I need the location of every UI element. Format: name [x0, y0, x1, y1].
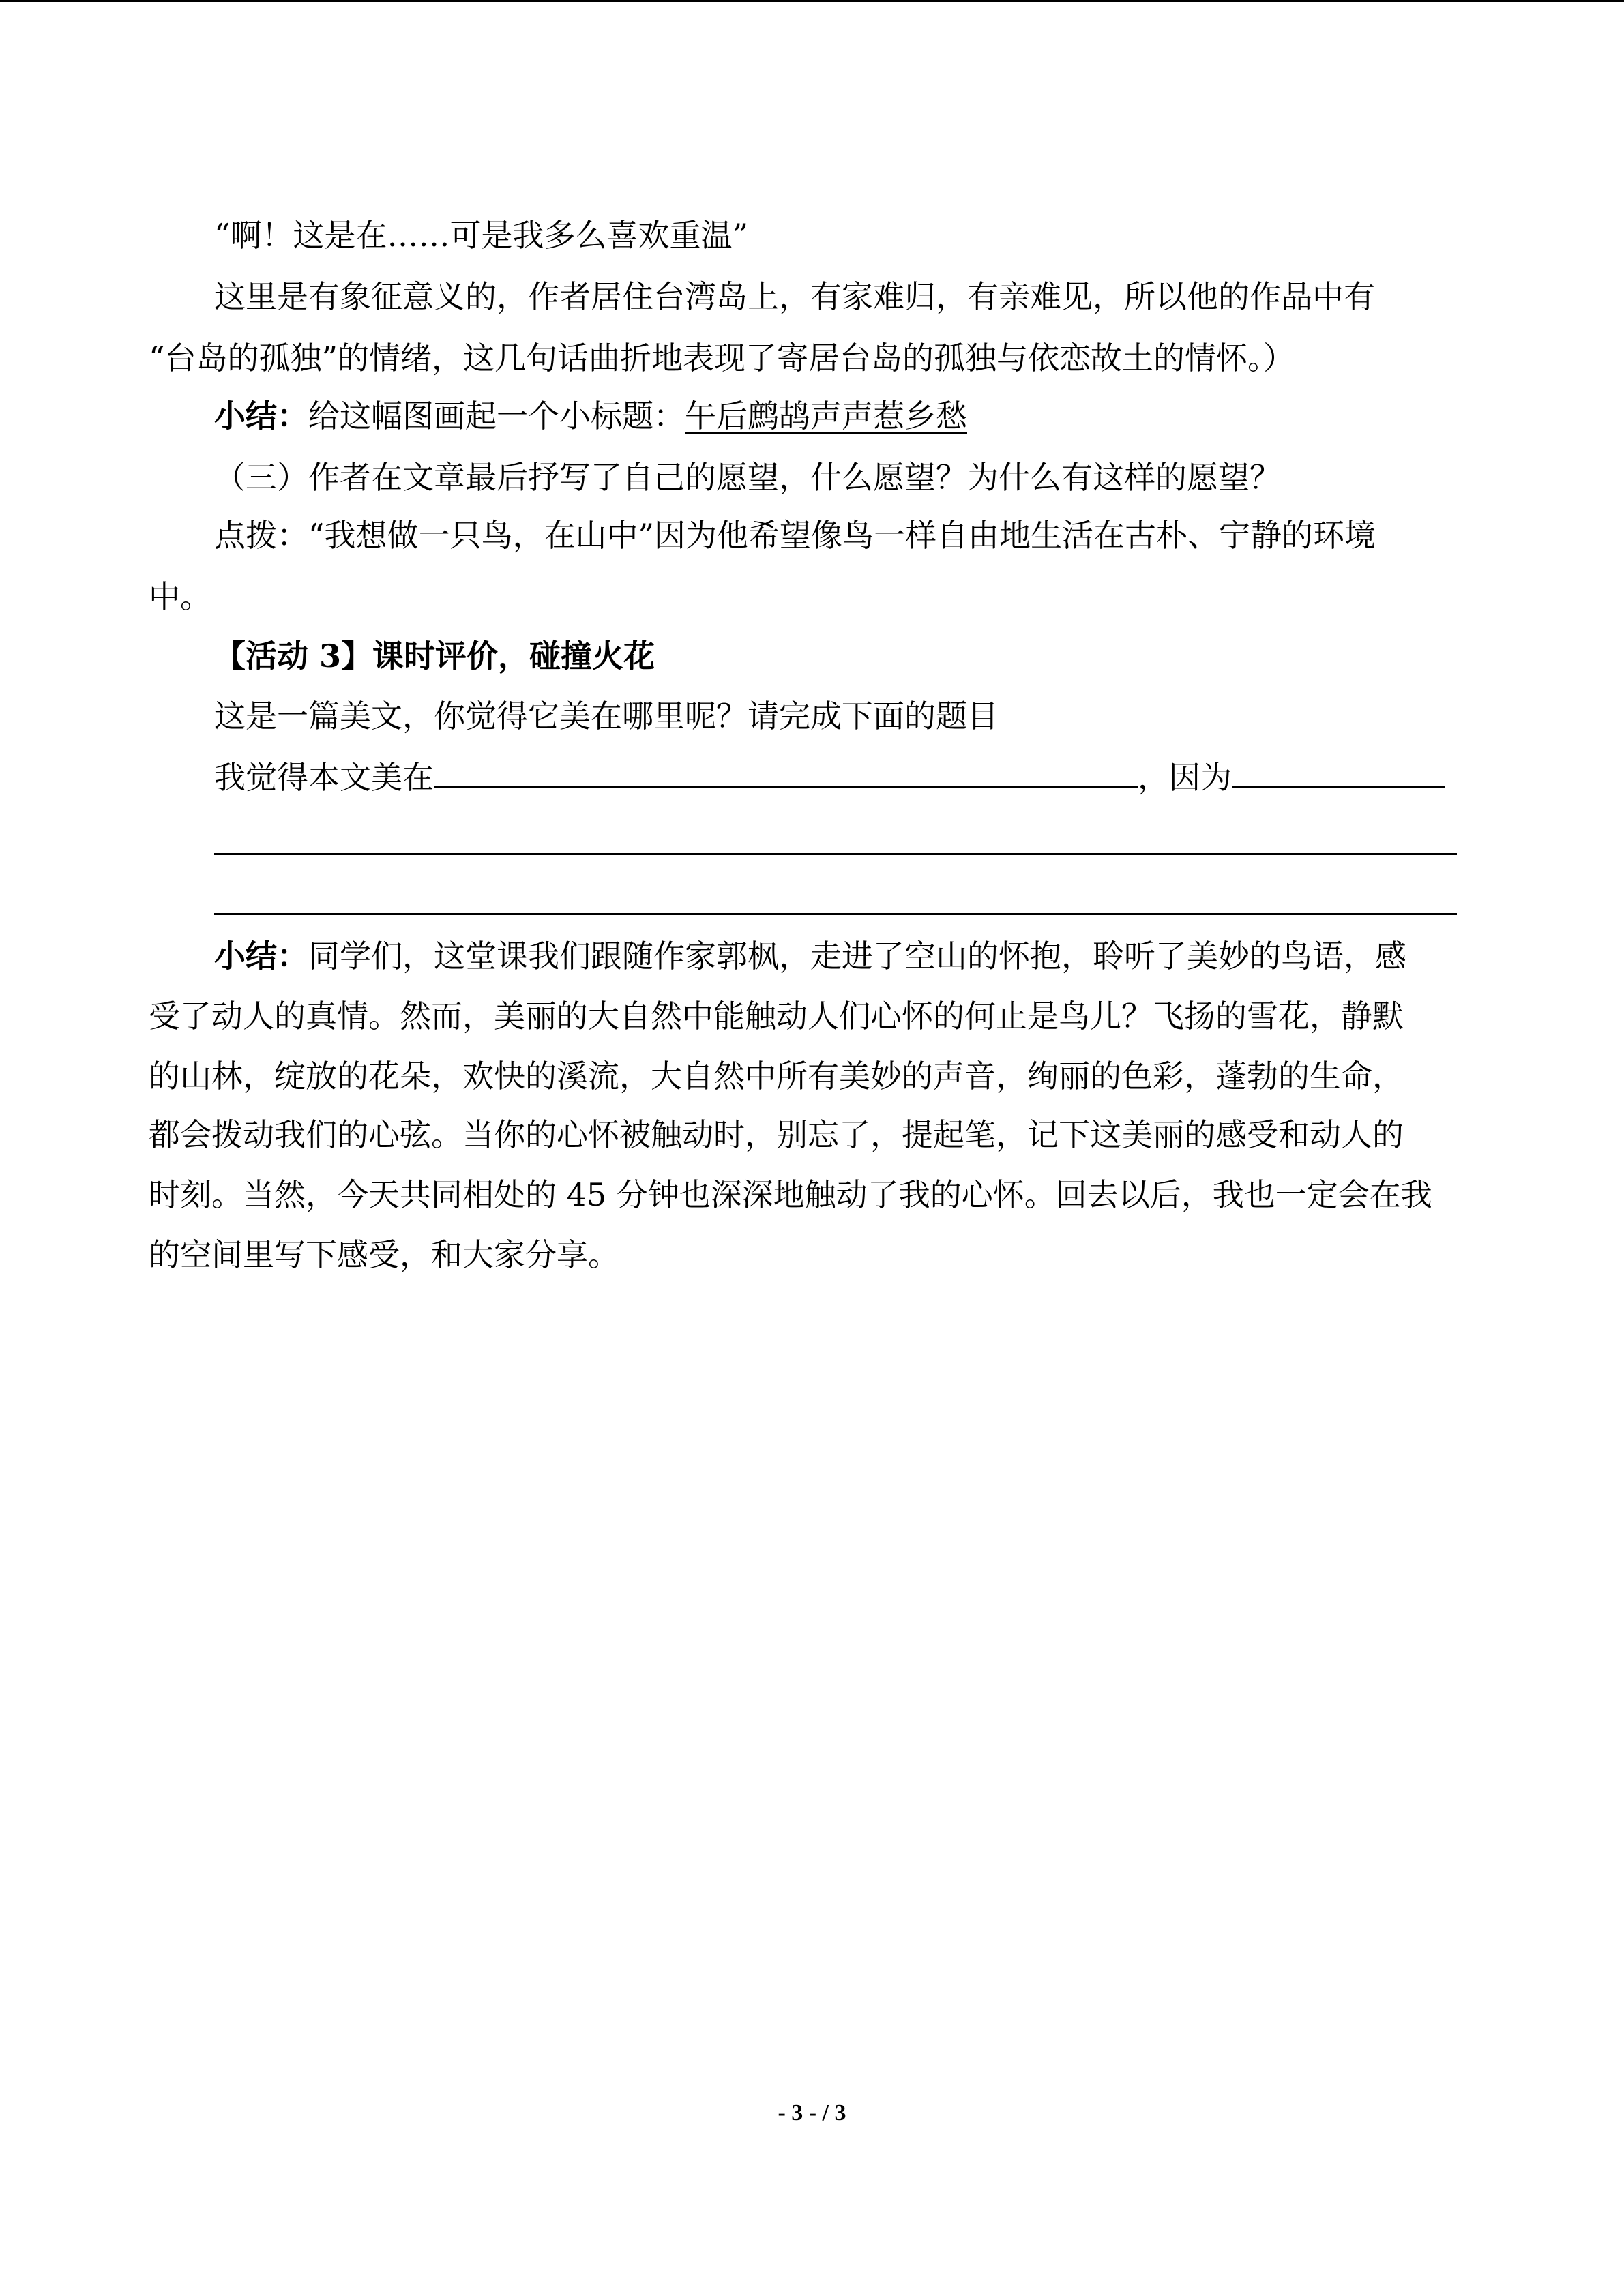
page-number: - 3 - / 3 — [778, 2100, 846, 2126]
instruction-line: 这是一篇美文，你觉得它美在哪里呢？请完成下面的题目 — [214, 698, 999, 734]
closing-summary-line: 受了动人的真情。然而，美丽的大自然中能触动人们心怀的何止是鸟儿？飞扬的雪花，静默 — [149, 998, 1404, 1034]
subtitle-answer: 午后鹧鸪声声惹乡愁 — [685, 398, 967, 434]
summary-label: 小结： — [214, 398, 308, 434]
quote-line: “啊！这是在……可是我多么喜欢重温” — [214, 217, 749, 254]
question-line: （三）作者在文章最后抒写了自己的愿望，什么愿望？为什么有这样的愿望？ — [214, 459, 1281, 496]
closing-summary-line: 的山林，绽放的花朵，欢快的溪流，大自然中所有美妙的声音，绚丽的色彩，蓬勃的生命， — [149, 1058, 1404, 1094]
answer-line-2[interactable] — [214, 913, 1457, 915]
summary-text: 给这幅图画起一个小标题： — [308, 398, 685, 434]
closing-summary-line — [214, 936, 1406, 976]
closing-summary-label: 小结： — [214, 938, 308, 974]
summary-line — [214, 396, 967, 436]
paragraph-line: 这里是有象征意义的，作者居住台湾岛上，有家难归，有亲难见，所以他的作品中有 — [214, 278, 1375, 315]
fill-in-prompt: 我觉得本文美在 — [214, 759, 434, 796]
closing-summary-text: 同学们，这堂课我们跟随作家郭枫，走进了空山的怀抱，聆听了美妙的鸟语，感 — [308, 938, 1406, 974]
closing-summary-line: 的空间里写下感受，和大家分享。 — [149, 1236, 619, 1273]
fill-in-line — [214, 757, 1445, 798]
reason-blank[interactable] — [1232, 759, 1445, 788]
activity-heading: 【活动 3】课时评价，碰撞火花 — [214, 638, 655, 674]
hint-line: 点拨：“我想做一只鸟，在山中”因为他希望像鸟一样自由地生活在古朴、宁静的环境 — [214, 517, 1376, 554]
answer-line-1[interactable] — [214, 853, 1457, 855]
hint-line-continued: 中。 — [149, 578, 211, 615]
closing-summary-line: 都会拨动我们的心弦。当你的心怀被触动时，别忘了，提起笔，记下这美丽的感受和动人的 — [149, 1116, 1404, 1153]
answer-blank[interactable] — [434, 759, 1138, 788]
fill-in-because: ，因为 — [1138, 759, 1232, 796]
closing-summary-line: 时刻。当然，今天共同相处的 45 分钟也深深地触动了我的心怀。回去以后，我也一定会在我 — [149, 1176, 1432, 1213]
paragraph-line: “台岛的孤独”的情绪，这几句话曲折地表现了寄居台岛的孤独与依恋故土的情怀。） — [149, 340, 1295, 376]
